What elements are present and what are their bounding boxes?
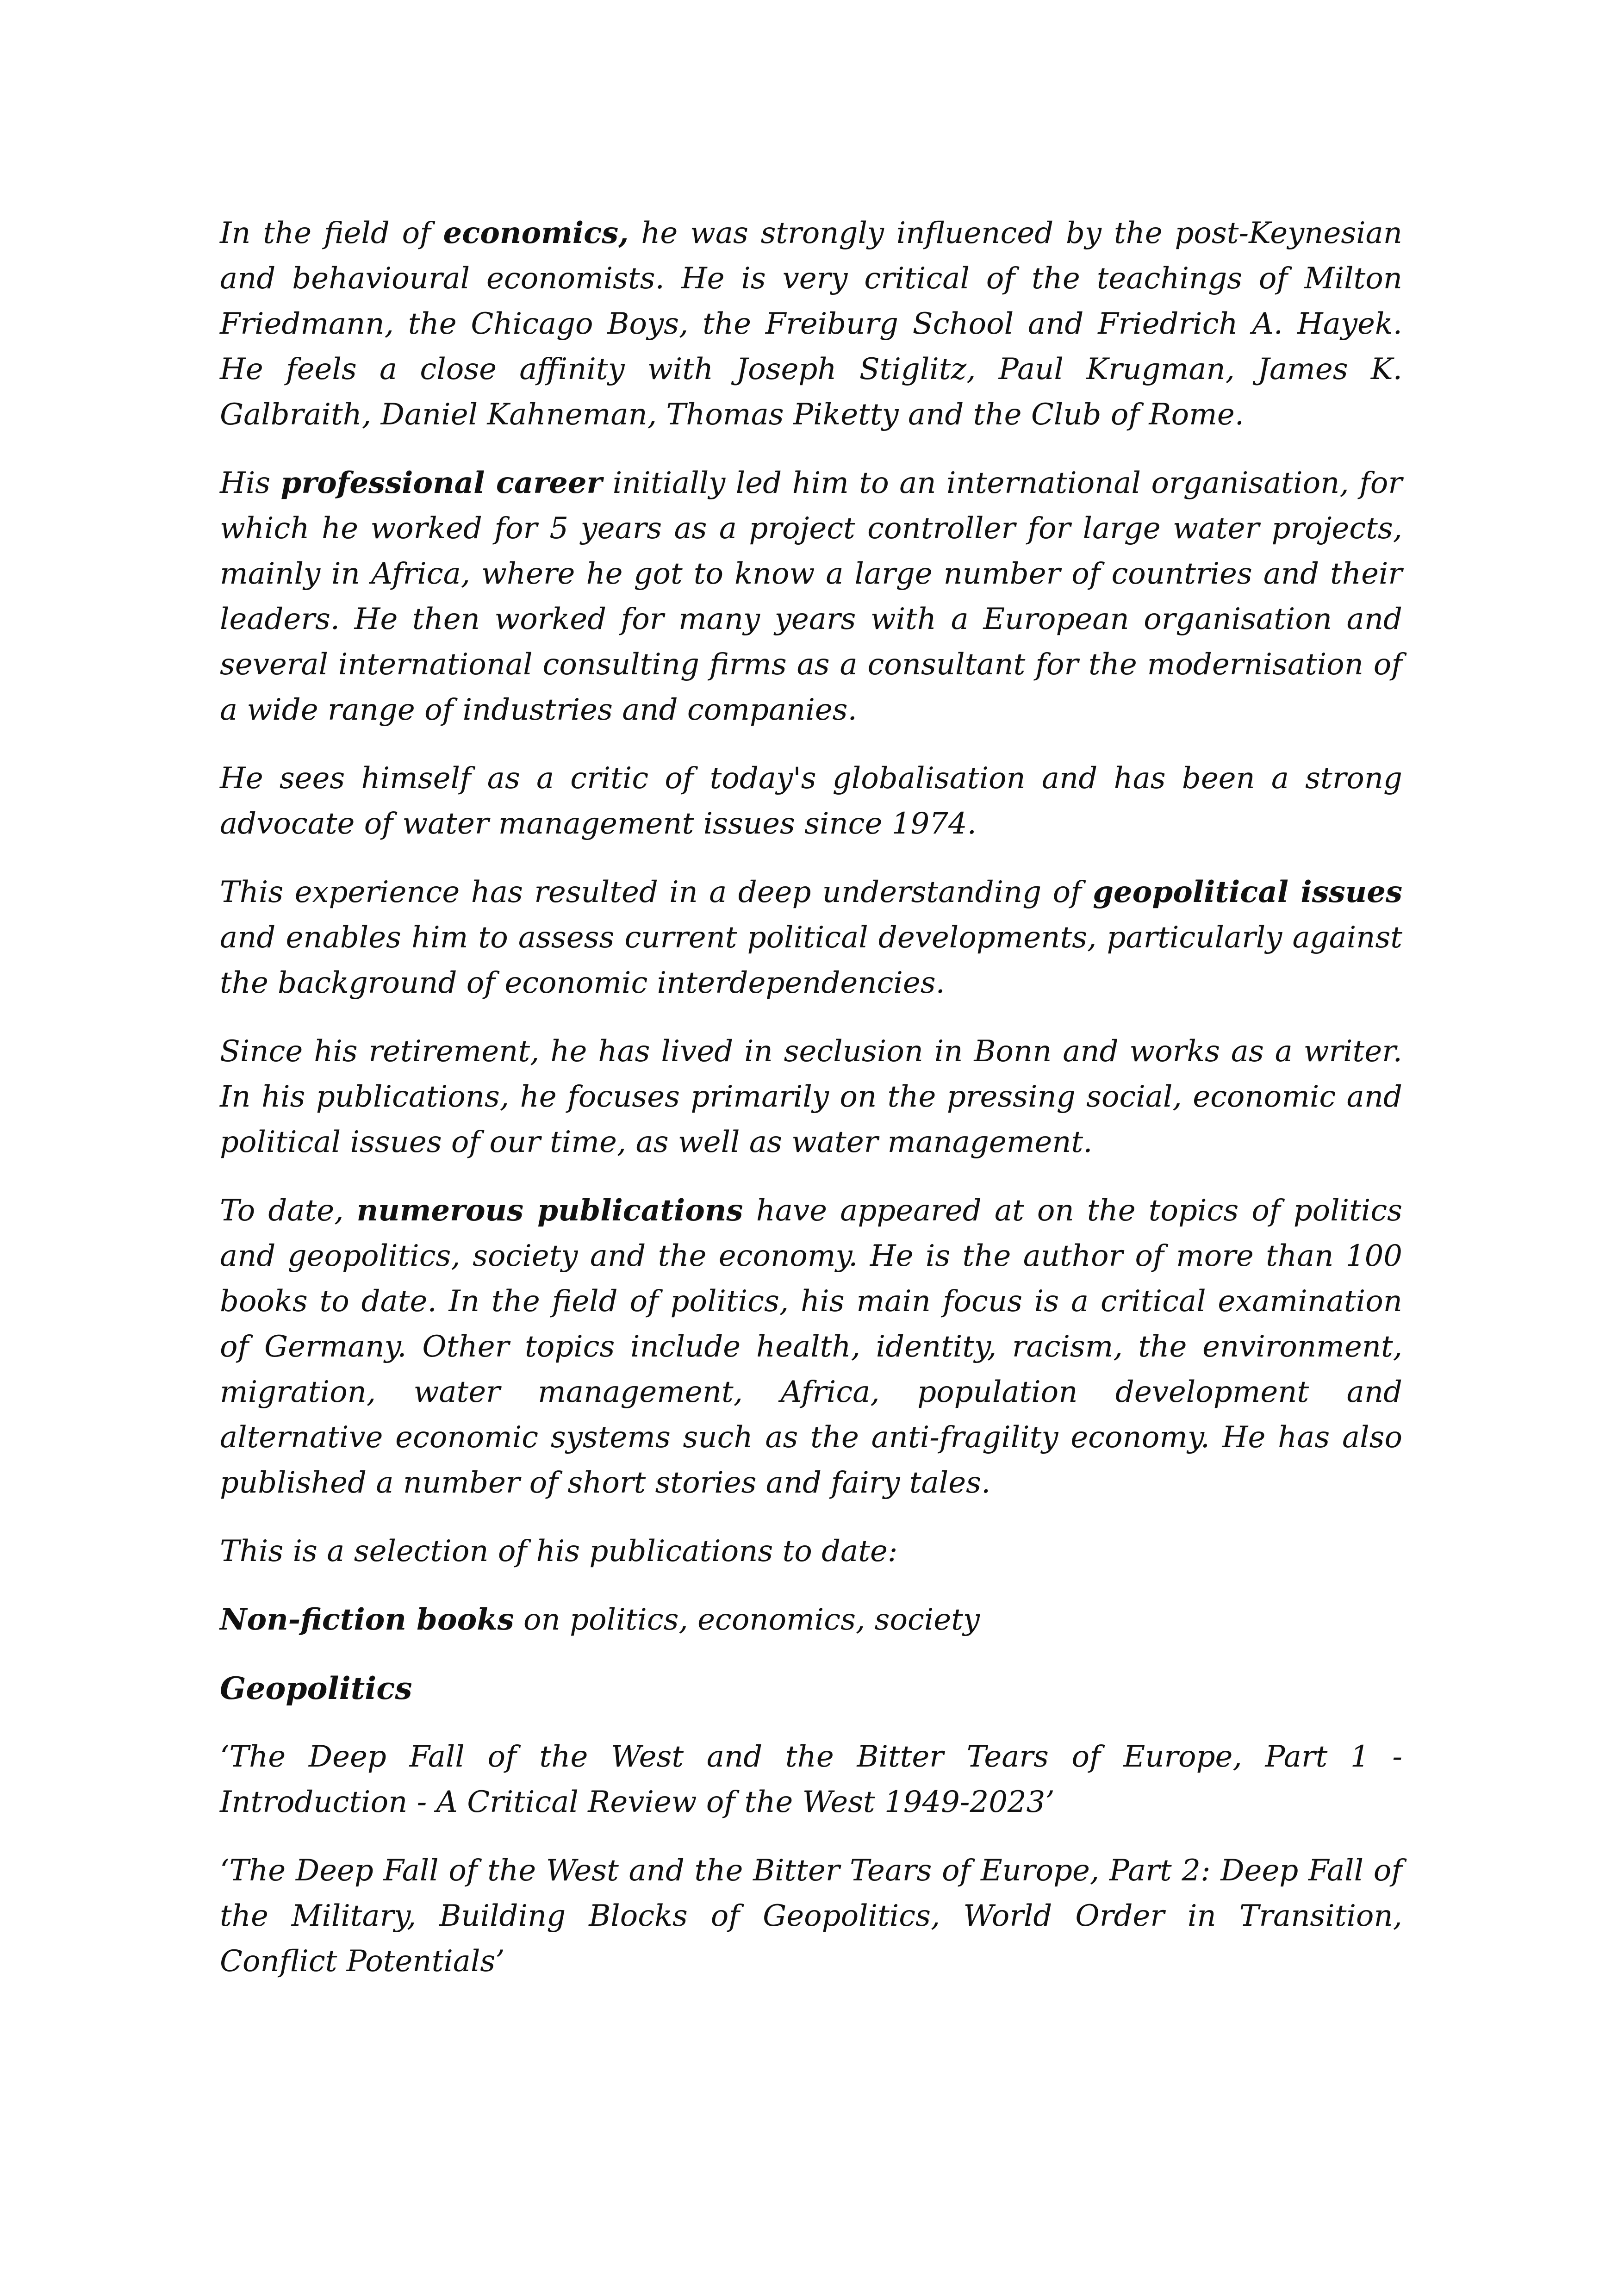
document-page <box>220 211 1402 2007</box>
paragraph-publications: To date, numerous publications have appeared at on the topics of politics and geopolitics, society and the economy. He is the author of more than 100 books to date. In the field of politics, his main focus is a critical examination of Germany. Other topics include health, identity, racism, the environment, migration, water management, Africa, population development and alternative economic systems such as the anti-fragility economy. He has also published a number of short stories and fairy tales. <box>220 1193 1403 1500</box>
keyword-professional-career: professional career <box>280 466 603 500</box>
paragraph-selection-intro: This is a selection of his publications to date: <box>220 1534 898 1568</box>
paragraph-retirement: Since his retirement, he has lived in seclusion in Bonn and works as a writer. In his publications, he focuses primarily on the pressing social, economic and political issues of our time, as well as water management. <box>220 1034 1402 1159</box>
book-title-part-1: ‘The Deep Fall of the West and the Bitter Tears of Europe, Part 1 - Introduction - A Critical Review of the West 1949-2023’ <box>220 1740 1402 1819</box>
section-heading-geopolitics: Geopolitics <box>220 1670 412 1706</box>
paragraph-economics: In the field of economics, he was strongly influenced by the post-Keynesian and behavioural economists. He is very critical of the teachings of Milton Friedmann, the Chicago Boys, the Freiburg School and Friedrich A. Hayek. He feels a close affinity with Joseph Stiglitz, Paul Krugman, James K. Galbraith, Daniel Kahneman, Thomas Piketty and the Club of Rome. <box>220 216 1403 432</box>
keyword-economics: economics, <box>443 216 629 250</box>
book-title-part-2: ‘The Deep Fall of the West and the Bitter Tears of Europe, Part 2: Deep Fall of the Military, Building Blocks of Geopolitics, World Order in Transition, Conflict Potentials’ <box>220 1854 1402 1979</box>
paragraph-non-fiction: Non-fiction books on politics, economics, society <box>220 1602 980 1637</box>
keyword-numerous-publications: numerous publications <box>356 1193 743 1228</box>
keyword-geopolitical-issues: geopolitical issues <box>1093 875 1403 909</box>
paragraph-geopolitical-issues: This experience has resulted in a deep understanding of geopolitical issues and enables him to assess current political developments, particularly against the background of economic interdependencies. <box>220 875 1403 1000</box>
keyword-non-fiction-books: Non-fiction books <box>220 1602 514 1637</box>
paragraph-globalisation: He sees himself as a critic of today's globalisation and has been a strong advocate of water management issues since 1974. <box>220 761 1402 841</box>
paragraph-professional-career: His professional career initially led him to an international organisation, for which he worked for 5 years as a project controller for large water projects, mainly in Africa, where he got to know a large number of countries and their leaders. He then worked for many years with a European organisation and several international consulting firms as a consultant for the modernisation of a wide range of industries and companies. <box>220 466 1403 727</box>
